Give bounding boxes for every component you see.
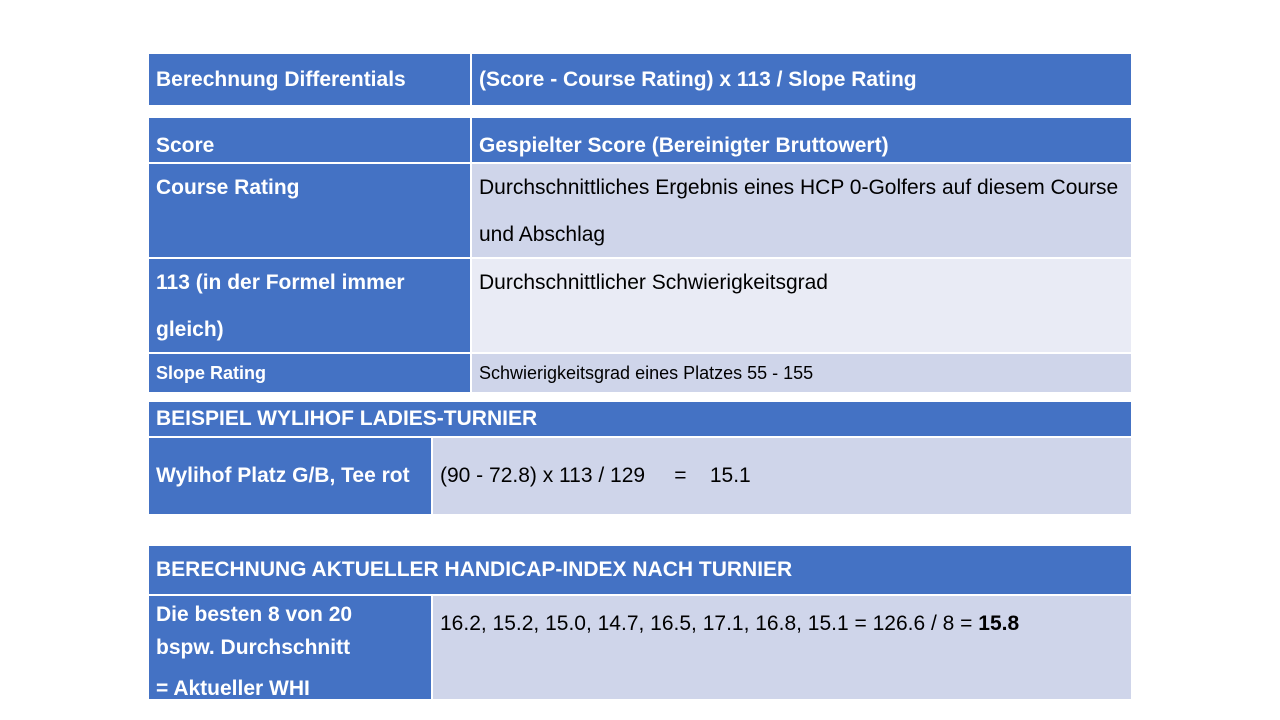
definitions-table: [149, 118, 1131, 392]
formula-value: (Score - Course Rating) x 113 / Slope Rating: [472, 54, 1131, 105]
whi-heading: BERECHNUNG AKTUELLER HANDICAP-INDEX NACH TURNIER: [149, 546, 1131, 594]
whi-table: [149, 546, 1131, 699]
formula-table: [149, 54, 1131, 105]
definition-row-course-rating: [149, 164, 1131, 259]
example-table: [149, 402, 1131, 514]
whi-header-row: [149, 546, 1131, 596]
example-label: Wylihof Platz G/B, Tee rot: [149, 438, 433, 514]
definition-description: Gespielter Score (Bereinigter Bruttowert): [472, 118, 1131, 162]
definition-term: 113 (in der Formel immer gleich): [149, 259, 472, 352]
definition-row-score: [149, 118, 1131, 164]
whi-result: 15.8: [978, 612, 1020, 635]
whi-label-line: Die besten 8 von 20: [156, 603, 353, 626]
whi-label-line: = Aktueller WHI: [156, 677, 310, 699]
example-heading: BEISPIEL WYLIHOF LADIES-TURNIER: [149, 402, 1131, 436]
whi-label-line: bspw. Durchschnitt: [156, 636, 351, 659]
whi-row: [149, 596, 1131, 699]
formula-row: [149, 54, 1131, 105]
whi-label: [149, 596, 433, 699]
definition-term: Slope Rating: [149, 354, 472, 392]
definition-description: Durchschnittlicher Schwierigkeitsgrad: [472, 259, 1131, 352]
whi-calculation: 16.2, 15.2, 15.0, 14.7, 16.5, 17.1, 16.8, 15.1 = 126.6 / 8 =: [440, 612, 979, 635]
example-header-row: [149, 402, 1131, 438]
whi-calculation-cell: [433, 596, 1131, 699]
formula-label: Berechnung Differentials: [149, 54, 472, 105]
definition-term: Course Rating: [149, 164, 472, 257]
example-row: [149, 438, 1131, 514]
definition-description: Durchschnittliches Ergebnis eines HCP 0-Golfers auf diesem Course und Abschlag: [472, 164, 1131, 257]
definition-description: Schwierigkeitsgrad eines Platzes 55 - 155: [472, 354, 1131, 392]
definition-row-slope-rating: [149, 354, 1131, 392]
definition-row-113: [149, 259, 1131, 354]
example-calculation: (90 - 72.8) x 113 / 129 = 15.1: [433, 438, 1131, 514]
definition-term: Score: [149, 118, 472, 162]
